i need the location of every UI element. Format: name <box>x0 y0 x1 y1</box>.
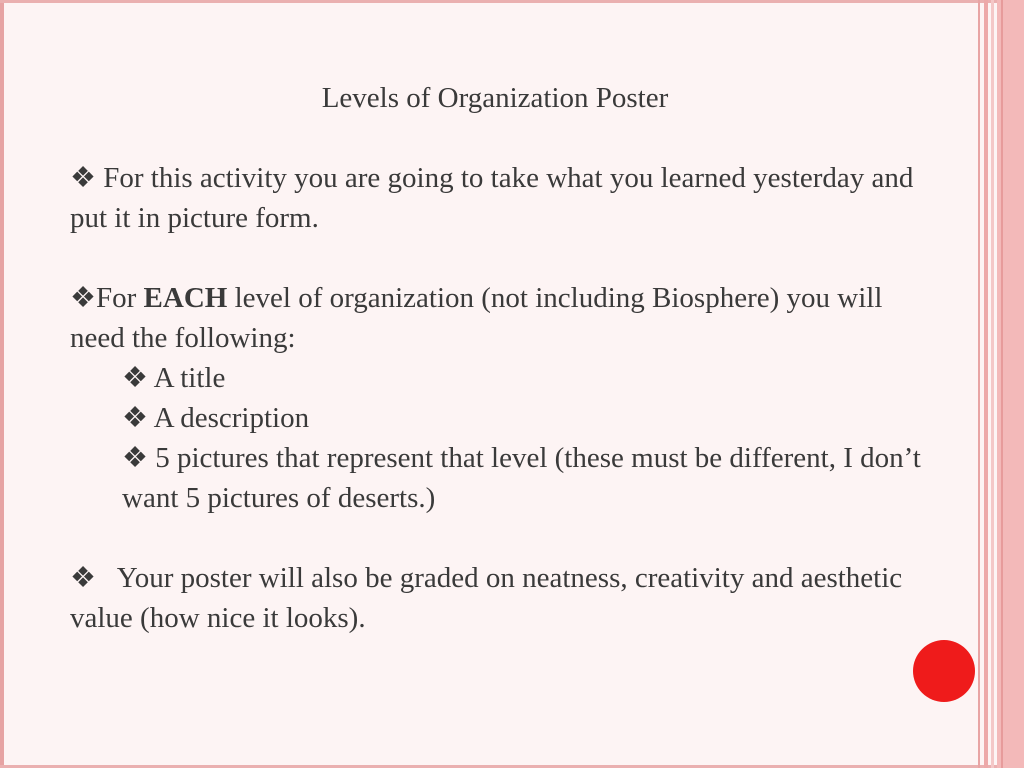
bullet-text-2-bold: EACH <box>143 282 228 314</box>
slide-frame-left <box>0 0 4 768</box>
bullet-paragraph-3 <box>70 558 930 638</box>
sub-bullet-text: A title <box>153 362 226 394</box>
bullet-paragraph-1 <box>70 158 930 238</box>
spacer <box>70 118 930 158</box>
accent-dot <box>913 640 975 702</box>
sub-bullet-2 <box>70 398 930 438</box>
slide-title: Levels of Organization Poster <box>321 82 669 114</box>
bullet-text-2-prefix: For <box>96 282 144 314</box>
diamond-bullet-icon: ❖ <box>122 362 148 394</box>
diamond-bullet-icon: ❖ <box>70 162 96 194</box>
diamond-bullet-icon: ❖ <box>122 402 148 434</box>
sub-bullet-3 <box>70 438 930 518</box>
spacer <box>70 518 930 558</box>
sub-bullet-1 <box>70 358 930 398</box>
decor-stripe <box>978 0 980 768</box>
spacer <box>70 238 930 278</box>
decor-stripe <box>984 0 988 768</box>
diamond-bullet-icon: ❖ <box>70 282 96 314</box>
sub-bullet-text: A description <box>153 402 310 434</box>
diamond-bullet-icon: ❖ <box>122 442 148 474</box>
decor-stripe <box>1001 0 1003 768</box>
slide-content <box>70 70 930 638</box>
diamond-bullet-icon: ❖ <box>70 562 96 594</box>
decor-stripe <box>991 0 994 768</box>
sub-bullet-text: 5 pictures that represent that level (these must be different, I don’t want 5 pictures of deserts.) <box>122 442 921 514</box>
bullet-paragraph-2 <box>70 278 930 358</box>
bullet-text-1: For this activity you are going to take what you learned yesterday and put it in picture form. <box>70 162 914 234</box>
bullet-text-2-suffix: level of organization (not including Biosphere) you will need the following: <box>70 282 883 354</box>
bullet-text-3: Your poster will also be graded on neatness, creativity and aesthetic value (how nice it looks). <box>70 562 903 634</box>
slide-frame-top <box>0 0 1024 3</box>
